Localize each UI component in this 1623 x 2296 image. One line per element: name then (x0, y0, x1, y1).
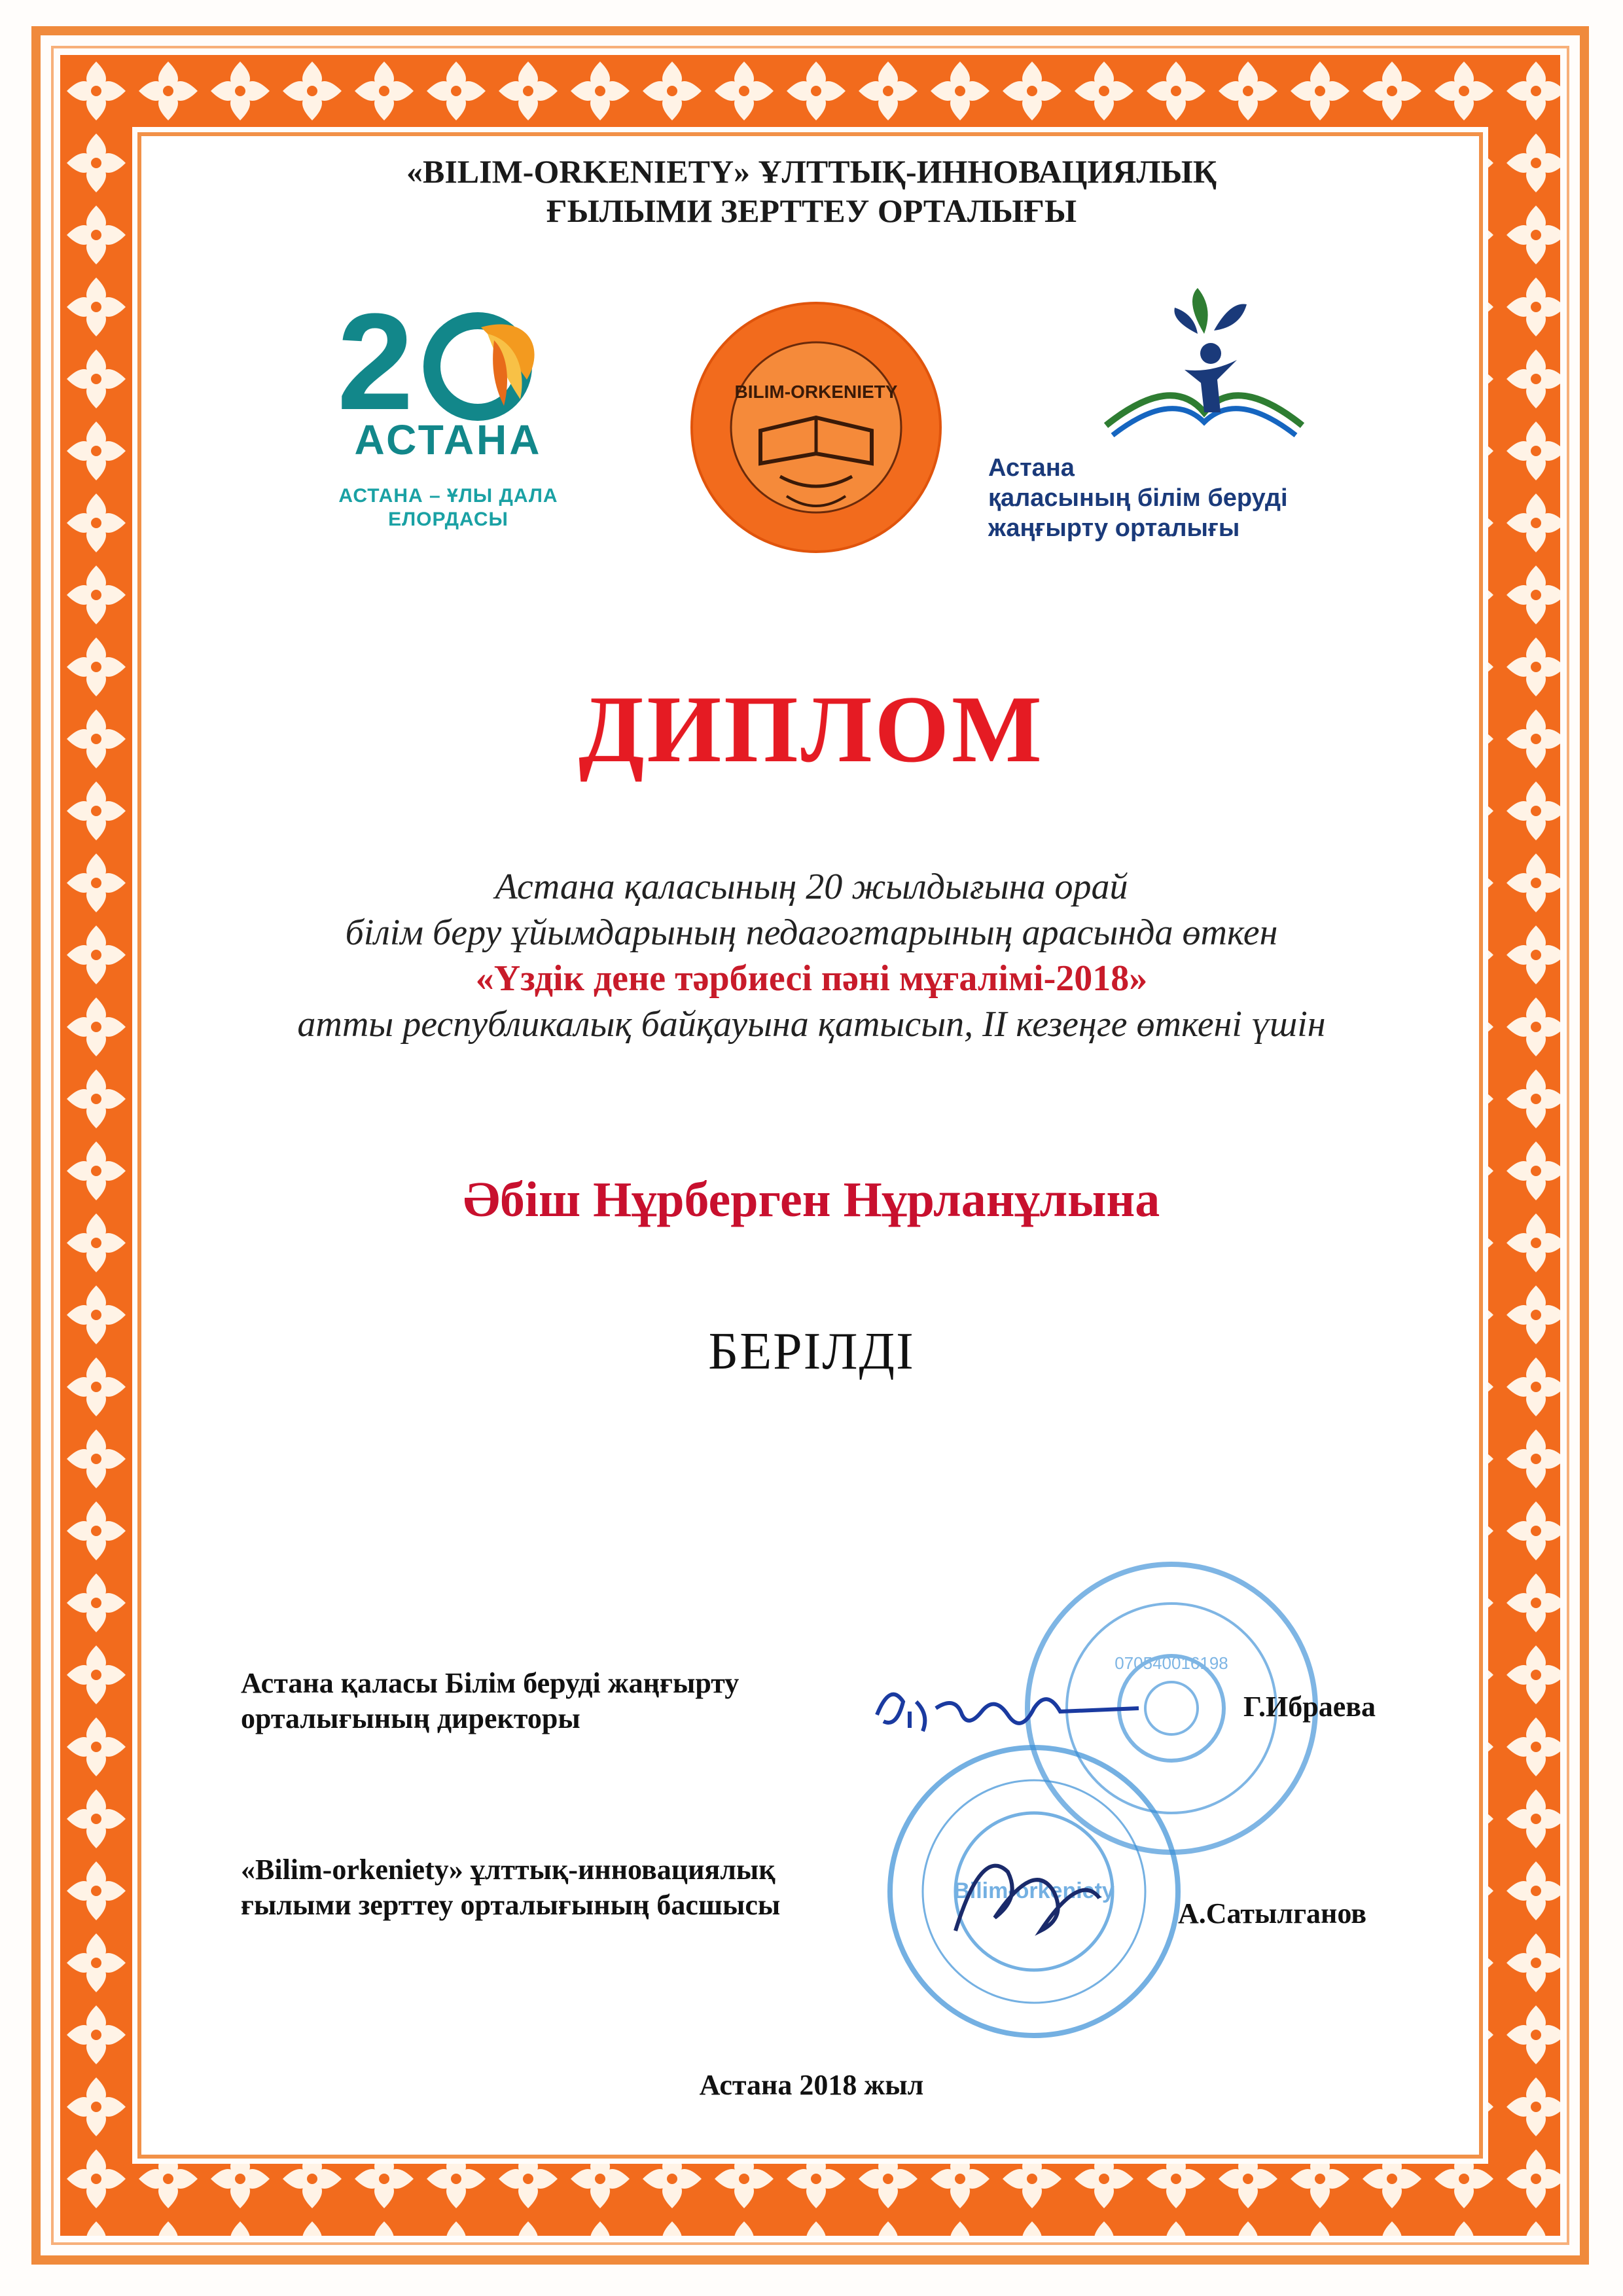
astana-slogan (330, 484, 566, 531)
education-center-line2: қаласының білім беруді (988, 484, 1288, 512)
org-header-line2: ҒЫЛЫМИ ЗЕРТТЕУ ОРТАЛЫҒЫ (546, 192, 1077, 229)
education-center-logo (988, 275, 1414, 550)
signatory2-title-line1: «Bilim-orkeniety» ұлттық-инновациялық (241, 1854, 776, 1886)
recipient-name: Әбіш Нұрберген Нұрланұлына (463, 1172, 1160, 1227)
astana-slogan-line2: ЕЛОРДАСЫ (388, 509, 508, 530)
body-line1: Астана қаласының 20 жылдығына орай (495, 867, 1128, 907)
diploma-body (137, 864, 1486, 1047)
body-line2: білім беру ұйымдарының педагогтарының арасында өткен (345, 912, 1278, 953)
astana-20-logo (330, 288, 566, 537)
body-line4: атты республикалық байқауына қатысып, II кезеңге өткені үшін (297, 1004, 1326, 1045)
seal-emblem (688, 300, 944, 555)
education-center-name (988, 453, 1288, 543)
stamp-top-id: 070540016198 (1115, 1653, 1228, 1673)
org-header-line1: «BILIM-ORKENIETY» ҰЛТТЫҚ-ИННОВАЦИЯЛЫҚ (406, 153, 1217, 190)
book-person-icon (988, 275, 1414, 445)
signature1-handwritten (864, 1676, 1152, 1748)
astana-slogan-line1: АСТАНА – ҰЛЫ ДАЛА (338, 485, 558, 507)
education-center-line3: жаңғырту орталығы (988, 514, 1240, 542)
place-year: Астана 2018 жыл (699, 2069, 924, 2101)
signatory2-name: А.Сатылганов (1178, 1897, 1367, 1929)
svg-text:2: 2 (337, 288, 414, 432)
signatory1-title (241, 1666, 739, 1736)
diploma-title: ДИПЛОМ (579, 676, 1044, 782)
signatory2-title-line2: ғылыми зерттеу орталығының басшысы (241, 1889, 781, 1921)
signature2-handwritten (942, 1833, 1113, 1950)
signatory1-title-line2: орталығының директоры (241, 1702, 580, 1734)
education-center-line1: Астана (988, 454, 1075, 482)
astana-20-emblem (330, 288, 566, 432)
signatory1-name: Г.Ибраева (1243, 1691, 1376, 1723)
given-label: БЕРІЛДІ (708, 1323, 915, 1380)
competition-name: «Үздік дене тәрбиесі пәні мұғалімі-2018» (475, 958, 1148, 999)
bilim-orkeniety-seal-logo (688, 300, 944, 555)
signatory1-title-line1: Астана қаласы Білім беруді жаңғырту (241, 1667, 740, 1699)
signatory2-title (241, 1852, 780, 1923)
org-header (137, 152, 1486, 230)
seal-name: BILIM-ORKENIETY (734, 382, 898, 402)
stamp-bottom-center: Bilim-orkeniety (954, 1878, 1115, 1903)
astana-word: АСТАНА (354, 416, 543, 463)
